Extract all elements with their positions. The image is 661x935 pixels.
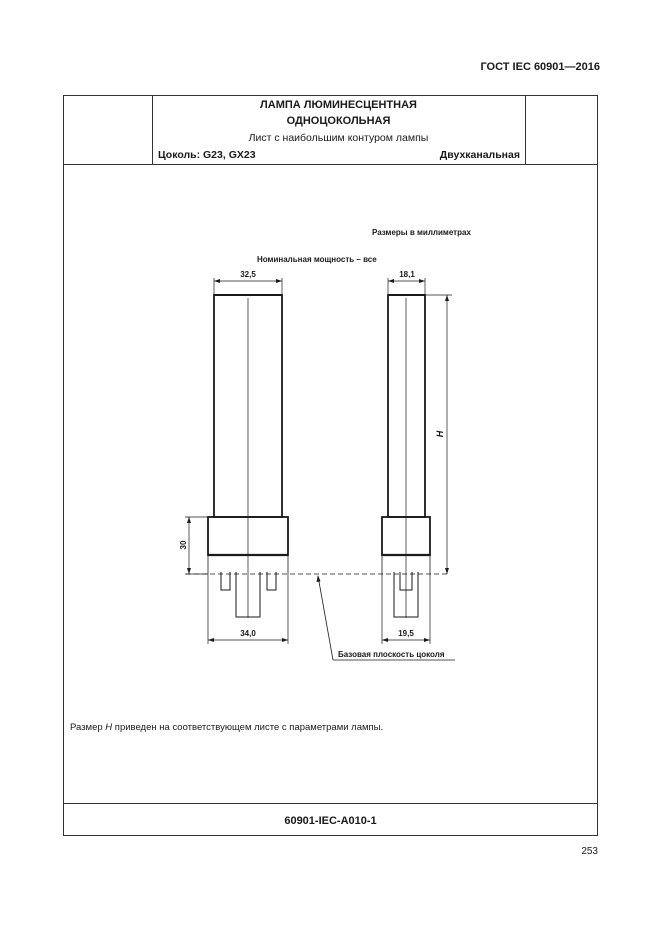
sheet-title-line1: ЛАМПА ЛЮМИНЕСЦЕНТНАЯ: [260, 99, 417, 111]
sheet-subtitle: Лист с наибольшим контуром лампы: [248, 132, 429, 144]
base-plane-leader-arrow: [317, 575, 321, 582]
side-view: [382, 270, 452, 644]
front-pins: [221, 572, 276, 617]
note-italic-symbol: H: [105, 722, 113, 733]
front-bottom-dim: 34,0: [240, 629, 256, 638]
side-tube: [388, 295, 425, 517]
dimension-note: [70, 722, 383, 733]
base-plane-leader: [318, 576, 333, 660]
sheet-code: 60901-IEC-A010-1: [284, 815, 377, 827]
front-view: [179, 270, 288, 644]
standard-header: ГОСТ IEC 60901—2016: [480, 61, 600, 73]
sheet-title-line2: ОДНОЦОКОЛЬНАЯ: [286, 115, 391, 127]
height-dim: H: [435, 430, 445, 438]
power-note: Номинальная мощность – все: [257, 255, 377, 264]
units-note: Размеры в миллиметрах: [372, 228, 471, 237]
note-prefix: Размер: [70, 722, 106, 733]
base-type-label: Цоколь: G23, GX23: [158, 149, 256, 161]
side-bottom-dim: 19,5: [398, 629, 414, 638]
page-number: 253: [581, 846, 598, 857]
front-top-dim: 32,5: [240, 270, 256, 279]
base-plane-label: Базовая плоскость цоколя: [338, 650, 445, 659]
base-height-dim: 30: [179, 540, 188, 550]
channel-type-label: Двухканальная: [439, 149, 520, 161]
note-rest: приведен на соответствующем листе с параметрами лампы.: [112, 722, 384, 733]
side-top-dim: 18,1: [399, 270, 415, 279]
